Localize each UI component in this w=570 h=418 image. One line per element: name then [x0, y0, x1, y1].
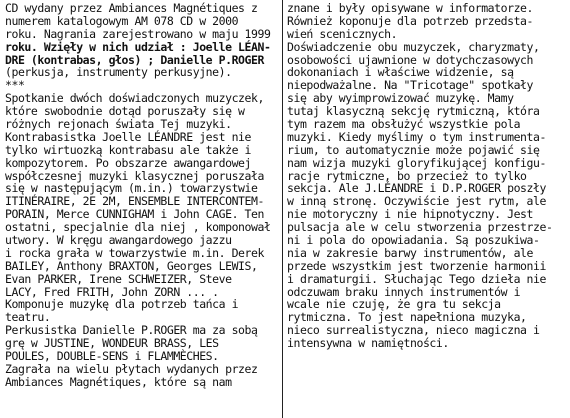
- text-line: nam wizja muzyki gloryfikującej konfigu-: [287, 155, 546, 170]
- text-line: i dramaturgii. Słuchając Tego dzieła nie: [287, 271, 546, 286]
- text-line: niepodważalne. Na "Tricotage" spotkały: [287, 78, 533, 93]
- text-line: Kontrabasistka Joelle LÉANDRE jest nie: [5, 129, 251, 144]
- text-line: pulsacja ale w celu stworzenia przestrze-: [287, 220, 553, 235]
- text-line: intensywna w namiętności.: [287, 336, 449, 351]
- text-line: teatru.: [5, 310, 51, 325]
- text-line: wcale nie czuję, że gra tu sekcja: [287, 297, 501, 312]
- text-line: roku. Wzięły w nich udział : Joelle LÉAN-: [5, 39, 271, 54]
- text-line: Zagrała na wielu płytach wydanych przez: [5, 361, 258, 376]
- text-line: Również koponuje dla potrzeb przedsta-: [287, 13, 533, 28]
- text-line: wień scenicznych.: [287, 26, 398, 41]
- text-line: Perkusistka Danielle P.ROGER ma za sobą: [5, 323, 258, 338]
- text-line: BAILEY, Anthony BRAXTON, Georges LEWIS,: [5, 258, 258, 273]
- text-line: ITINÉRAIRE, 2E 2M, ENSEMBLE INTERCONTEM-: [5, 194, 264, 209]
- separator-line: ***: [5, 78, 25, 93]
- text-line: roku. Nagrania zarejestrowano w maju 1999: [5, 26, 271, 41]
- text-line: sekcja. Ale J.LÉANDRE i D.P.ROGER poszły: [287, 181, 546, 196]
- text-line: Spotkanie dwóch doświadczonych muzyczek,: [5, 91, 264, 106]
- text-line: PORAIN, Merce CUNNIGHAM i John CAGE. Ten: [5, 207, 264, 222]
- text-line: tylko wirtuozką kontrabasu ale także i: [5, 142, 251, 157]
- text-line: nia w zakresie barwy instrumentów, ale: [287, 245, 533, 260]
- text-line: Evan PARKER, Irene SCHWEIZER, Steve: [5, 271, 232, 286]
- text-line: Doświadczenie obu muzyczek, charyzmaty,: [287, 39, 540, 54]
- text-line: muzyki. Kiedy myślimy o tym instrumenta-: [287, 129, 546, 144]
- text-line: przede wszystkim jest tworzenie harmonii: [287, 258, 546, 273]
- text-line: ostatni, specjalnie dla niej , komponował: [5, 220, 271, 235]
- text-line: rytmiczna. To jest napełniona muzyka,: [287, 310, 527, 325]
- text-line: kompozytorem. Po obszarze awangardowej: [5, 155, 251, 170]
- text-line: racje rytmiczne, bo przecież to tylko: [287, 168, 527, 183]
- text-line: numerem katalogowym AM 078 CD w 2000: [5, 13, 239, 28]
- left-column: [5, 2, 287, 389]
- text-line: tym razem ma obsłużyć wszystkie pola: [287, 117, 521, 132]
- text-line: i rocka grała w towarzystwie m.in. Derek: [5, 245, 264, 260]
- text-line: dokonaniach i właściwe widzenie, są: [287, 65, 514, 80]
- text-line: w inną stronę. Oczywiście jest rytm, ale: [287, 194, 546, 209]
- text-line: utwory. W kręgu awangardowego jazzu: [5, 233, 232, 248]
- text-line: się aby wyimprowizować muzykę. Mamy: [287, 91, 514, 106]
- text-line: grę w JUSTINE, WONDEUR BRASS, LES: [5, 336, 219, 351]
- text-line: DRE (kontrabas, głos) ; Danielle P.ROGER: [5, 52, 264, 67]
- text-line: CD wydany przez Ambiances Magnétiques z: [5, 1, 258, 15]
- text-line: (perkusja, instrumenty perkusyjne).: [5, 65, 232, 80]
- text-line: które swobodnie dotąd poruszały się w: [5, 104, 245, 119]
- text-line: Komponuje muzykę dla potrzeb tańca i: [5, 297, 239, 312]
- text-line: POULES, DOUBLE-SENS i FLAMMÈCHES.: [5, 349, 219, 364]
- text-line: nieco surrealistyczna, nieco magiczna i: [287, 323, 540, 338]
- text-line: LACY, Fred FRITH, John ZORN ... .: [5, 284, 219, 299]
- text-line: Ambiances Magnétiques, które są nam: [5, 374, 232, 389]
- text-line: różnych rejonach świata Tej muzyki.: [5, 117, 232, 132]
- text-line: odczuwam braku innych instrumentów i: [287, 284, 521, 299]
- text-line: się w następującym (m.in.) towarzystwie: [5, 181, 258, 196]
- text-line: ni i pola do opowiadania. Są poszukiwa-: [287, 233, 540, 248]
- text-line: rium, to automatycznie może pojawić się: [287, 142, 540, 157]
- text-line: znane i były opisywane w informatorze.: [287, 1, 533, 15]
- text-line: nie motoryczny i nie hipnotyczny. Jest: [287, 207, 533, 222]
- text-line: osobowości ujawnione w dotychczasowych: [287, 52, 533, 67]
- text-line: tutaj klasyczną sekcję rytmiczną, która: [287, 104, 540, 119]
- text-line: współczesnej muzyki klasycznej poruszała: [5, 168, 264, 183]
- right-column: [287, 2, 569, 350]
